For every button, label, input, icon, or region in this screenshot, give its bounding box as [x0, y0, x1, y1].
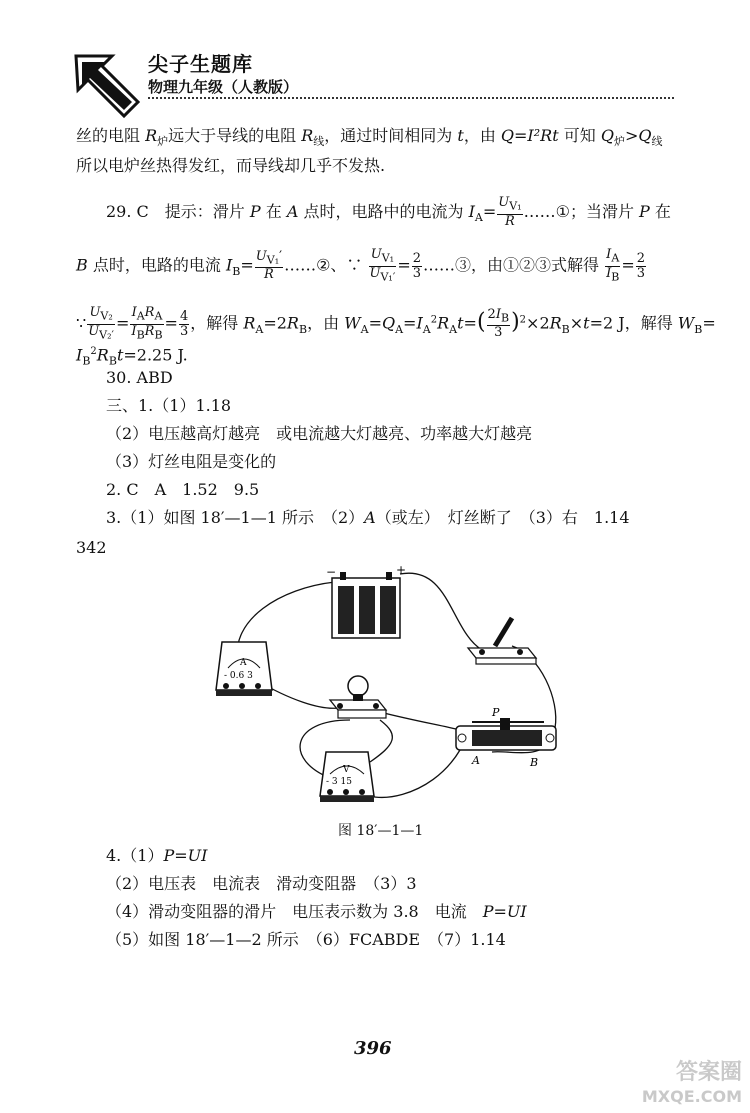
- q4-line-3: （4）滑动变阻器的滑片 电压表示数为 3.8 电流 P=UI: [106, 902, 527, 921]
- circuit-figure: [210, 560, 570, 815]
- q4-line-2: （2）电压表 电流表 滑动变阻器 （3）3: [106, 874, 417, 893]
- ammeter-scale: - 0.6 3: [224, 671, 253, 681]
- q29-line-3: ∵ $\frac{U_{V_2}}{U_{V_2'}}$ = $\frac{I_AR_A}{I_BR_B}$ = $\frac{4}{3}$ ，解得 $R_A=2R_B$，由 $W_A=Q_A=I_A^2R_At=$( $\frac{2I_B}{3}$ )$^2\times 2R_B\times t=2$ J，解得 $W_B=$: [76, 305, 716, 342]
- header-divider: [148, 97, 674, 99]
- q29-line-2: B 点时，电路的电流 $I_B=$ $\frac{U_{V_1}'}{R}$ ……②、∵ $\frac{U_{V_1}}{U_{V_1'}}$ = $\frac{2}{3}$ ……③，由①②③式解得 $\frac{I_A}{I_B}$ = $\frac{2}{3}$: [76, 247, 646, 284]
- battery-minus-label: −: [326, 565, 337, 579]
- watermark: [642, 1061, 742, 1109]
- q29-line-4: $I_B^2R_Bt=2.25$ J.: [76, 345, 188, 368]
- lamp-icon: [330, 676, 386, 718]
- switch-icon: [468, 618, 536, 664]
- rheostat-P-label: P: [492, 706, 500, 719]
- rheostat-A-label: A: [472, 754, 480, 767]
- rheostat-B-label: B: [530, 756, 539, 769]
- q4-line-4: （5）如图 18′—1—2 所示 （6）FCABDE （7）1.14: [106, 930, 506, 949]
- header-arrow-icon: [72, 52, 144, 122]
- q29-line-1: 29. C 提示：滑片 P 在 A 点时，电路中的电流为 $I_A=$ $\frac{U_{V_1}}{R}$ ……①；当滑片 P 在: [106, 195, 671, 229]
- voltmeter-label: V: [343, 765, 350, 775]
- s3-line-5: 3.（1）如图 18′—1—1 所示 （2）A（或左） 灯丝断了 （3）右 1.14: [106, 508, 630, 527]
- ammeter-icon: [216, 642, 272, 696]
- figure-caption: 图 18′—1—1: [338, 823, 424, 839]
- text-line-2: 所以电炉丝热得发红，而导线却几乎不发热.: [76, 156, 386, 175]
- header-title: 尖子生题库: [148, 52, 253, 76]
- s3-line-6: 342: [76, 538, 107, 557]
- header-subtitle: 物理九年级（人教版）: [148, 78, 299, 96]
- page-number: 396: [354, 1038, 392, 1059]
- watermark-bottom: MXQE.COM: [641, 1087, 742, 1106]
- s3-line-3: （3）灯丝电阻是变化的: [106, 452, 277, 471]
- watermark-top: 答案圈: [675, 1060, 742, 1085]
- s3-line-1: 三、1.（1）1.18: [106, 396, 232, 415]
- q4-line-1: 4.（1）P=UI: [106, 846, 208, 865]
- q30-line: 30. ABD: [106, 368, 173, 387]
- rheostat-icon: [456, 718, 556, 750]
- text-line-1: 丝的电阻 $R_炉$远大于导线的电阻 $R_线$，通过时间相同为 t，由 Q=I²Rt 可知 $Q_炉>Q_线$: [76, 126, 663, 149]
- battery-icon: [332, 572, 400, 638]
- voltmeter-scale: - 3 15: [326, 777, 352, 787]
- battery-plus-label: +: [396, 563, 407, 577]
- s3-line-2: （2）电压越高灯越亮 或电流越大灯越亮、功率越大灯越亮: [106, 424, 533, 443]
- s3-line-4: 2. C A 1.52 9.5: [106, 480, 260, 499]
- ammeter-label: A: [240, 658, 247, 668]
